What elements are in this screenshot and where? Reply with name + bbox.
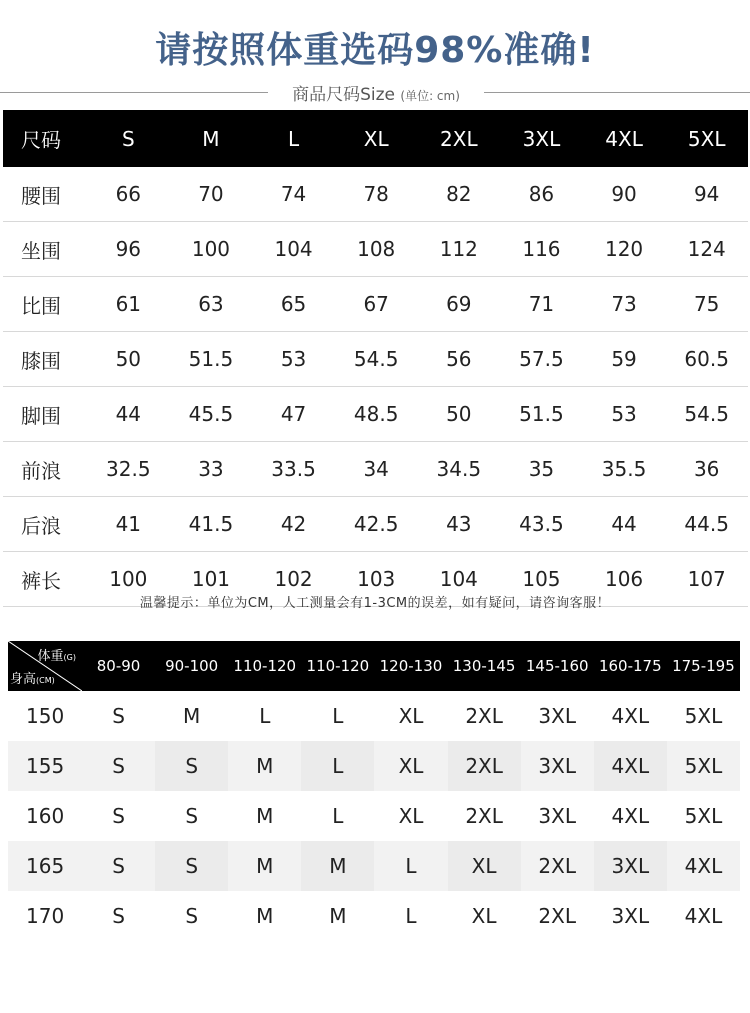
measurement-value: 43 [418,497,501,552]
size-recommendation: S [112,704,125,728]
size-recommendation: S [112,904,125,928]
size-recommendation: 3XL [611,904,650,928]
measurement-value: 33.5 [252,442,335,497]
corner-weight-text: 体重 [37,649,64,664]
weight-range-header: 80-90 [82,641,155,691]
measurement-value: 35 [500,442,583,497]
height-label: 165 [8,841,82,891]
measurement-value: 124 [665,222,748,277]
weight-range-header: 120-130 [374,641,447,691]
table-row [8,691,740,741]
size-header-s: S [87,110,170,167]
measurement-value: 41.5 [170,497,253,552]
measurement-label: 腰围 [3,167,87,222]
corner-height-label [10,668,55,687]
table-row [3,222,748,277]
measurement-label: 膝围 [3,332,87,387]
weight-range-header: 145-160 [521,641,594,691]
size-recommendation: XL [398,704,424,728]
size-recommendation: M [183,704,201,728]
measurement-value: 36 [665,442,748,497]
measurement-value: 50 [87,332,170,387]
size-recommendation: S [112,804,125,828]
measurement-value: 73 [583,277,666,332]
measurement-value: 53 [583,387,666,442]
measurement-value: 51.5 [500,387,583,442]
measurement-value: 63 [170,277,253,332]
measurement-label: 脚围 [3,387,87,442]
size-table-body [3,167,748,607]
size-recommendation: 3XL [538,804,576,828]
size-recommendation: 4XL [684,904,723,928]
weight-range-header: 90-100 [155,641,228,691]
divider-left [0,92,268,93]
size-recommendation: XL [374,741,447,791]
measurement-value: 61 [87,277,170,332]
size-recommendation: 3XL [521,741,594,791]
height-label: 150 [26,704,65,728]
subtitle-unit: (单位: cm) [400,89,460,103]
table-row [3,442,748,497]
table-row [8,841,740,891]
measurement-value: 42 [252,497,335,552]
size-recommendation: 3XL [538,704,576,728]
measurement-value: 54.5 [665,387,748,442]
size-recommendation: M [228,841,301,891]
subtitle-text: 商品尺码Size [292,85,395,105]
measurement-value: 78 [335,167,418,222]
measurement-label: 裤长 [3,552,87,607]
size-recommendation: 5XL [684,804,723,828]
table-row [8,791,740,841]
measurement-value: 41 [87,497,170,552]
measurement-value: 94 [665,167,748,222]
size-recommendation: 2XL [465,804,503,828]
measurement-note: 温馨提示：单位为CM，人工测量会有1-3CM的误差，如有疑问，请咨询客服！ [139,596,611,611]
size-header-row [3,110,748,167]
size-recommendation: XL [471,904,497,928]
table-row [8,741,740,791]
table-row [3,167,748,222]
size-recommendation: S [155,741,228,791]
size-recommendation: L [259,704,271,728]
measurement-value: 53 [252,332,335,387]
measurement-value: 106 [583,552,666,607]
measurement-value: 32.5 [87,442,170,497]
measurement-label: 前浪 [3,442,87,497]
measurement-value: 35.5 [583,442,666,497]
size-recommendation: M [256,904,274,928]
measurement-value: 44 [87,387,170,442]
subtitle [268,80,484,105]
measurement-value: 47 [252,387,335,442]
weight-range-header: 110-120 [301,641,374,691]
size-recommendation: 5XL [667,741,740,791]
measurement-value: 44 [583,497,666,552]
corner-height-unit: (CM) [36,676,55,685]
measurement-label: 后浪 [3,497,87,552]
measurement-value: 44.5 [665,497,748,552]
corner-weight-label [38,645,76,664]
measurement-value: 104 [252,222,335,277]
measurement-value: 74 [252,167,335,222]
size-recommendation: 2XL [521,841,594,891]
measurement-value: 43.5 [500,497,583,552]
measurement-value: 71 [500,277,583,332]
table-corner-cell [8,641,82,691]
measurement-value: 75 [665,277,748,332]
measurement-value: 48.5 [335,387,418,442]
measurement-value: 120 [583,222,666,277]
measurement-value: 59 [583,332,666,387]
measurement-value: 100 [87,552,170,607]
measurement-value: 96 [87,222,170,277]
measurement-value: 66 [87,167,170,222]
measurement-value: 112 [418,222,501,277]
corner-weight-unit: (G) [63,653,76,662]
measurement-value: 60.5 [665,332,748,387]
size-recommendation: L [332,704,344,728]
table-row [3,497,748,552]
measurement-value: 108 [335,222,418,277]
weight-range-header: 130-145 [448,641,521,691]
measurement-value: 69 [418,277,501,332]
size-recommendation: 2XL [538,904,576,928]
measurement-value: 116 [500,222,583,277]
size-recommendation: 2XL [448,741,521,791]
size-recommendation: 2XL [465,704,503,728]
measurement-label: 比围 [3,277,87,332]
size-recommendation: M [228,741,301,791]
weight-header-row [8,641,740,691]
measurement-value: 100 [170,222,253,277]
measurement-value: 104 [418,552,501,607]
size-recommendation: M [329,904,347,928]
measurement-value: 33 [170,442,253,497]
size-recommendation: S [185,904,199,928]
measurement-value: 51.5 [170,332,253,387]
size-recommendation: S [82,741,155,791]
size-header-xl: XL [335,110,418,167]
size-recommendation: 4XL [611,704,650,728]
size-recommendation: L [301,741,374,791]
height-label: 155 [8,741,82,791]
size-recommendation: XL [398,804,424,828]
size-recommendation: 5XL [684,704,723,728]
size-header-5xl: 5XL [665,110,748,167]
weight-height-body [8,691,740,941]
subtitle-row [0,80,750,104]
measurement-value: 67 [335,277,418,332]
table-row [3,332,748,387]
measurement-value: 45.5 [170,387,253,442]
measurement-value: 105 [500,552,583,607]
table-row [3,277,748,332]
size-recommendation: M [256,804,274,828]
size-header-label: 尺码 [3,110,87,167]
height-label: 160 [26,804,65,828]
measurement-value: 90 [583,167,666,222]
table-row [8,891,740,941]
size-recommendation: XL [448,841,521,891]
measurement-value: 101 [170,552,253,607]
size-recommendation: 4XL [611,804,650,828]
size-recommendation: L [405,904,417,928]
measurement-value: 65 [252,277,335,332]
size-recommendation: L [374,841,447,891]
corner-height-text: 身高 [10,672,37,687]
size-chart-table [3,110,748,607]
weight-height-table [8,641,740,941]
weight-range-header: 110-120 [228,641,301,691]
measurement-value: 42.5 [335,497,418,552]
table-row [3,387,748,442]
size-recommendation: S [155,841,228,891]
measurement-value: 34.5 [418,442,501,497]
size-header-2xl: 2XL [418,110,501,167]
size-recommendation: M [301,841,374,891]
size-recommendation: 4XL [667,841,740,891]
measurement-value: 57.5 [500,332,583,387]
weight-range-header: 175-195 [667,641,740,691]
measurement-value: 103 [335,552,418,607]
measurement-value: 70 [170,167,253,222]
size-header-l: L [252,110,335,167]
measurement-value: 82 [418,167,501,222]
height-label: 170 [26,904,65,928]
size-recommendation: S [185,804,199,828]
measurement-value: 54.5 [335,332,418,387]
measurement-value: 34 [335,442,418,497]
size-recommendation: L [332,804,344,828]
measurement-label: 坐围 [3,222,87,277]
measurement-value: 50 [418,387,501,442]
measurement-value: 102 [252,552,335,607]
divider-right [484,92,750,93]
size-recommendation: S [82,841,155,891]
page-headline: 请按照体重选码98%准确! [155,30,595,71]
size-header-m: M [170,110,253,167]
size-header-3xl: 3XL [500,110,583,167]
weight-range-header: 160-175 [594,641,667,691]
size-recommendation: 4XL [594,741,667,791]
measurement-value: 56 [418,332,501,387]
measurement-value: 86 [500,167,583,222]
size-recommendation: 3XL [594,841,667,891]
size-header-4xl: 4XL [583,110,666,167]
measurement-value: 107 [665,552,748,607]
